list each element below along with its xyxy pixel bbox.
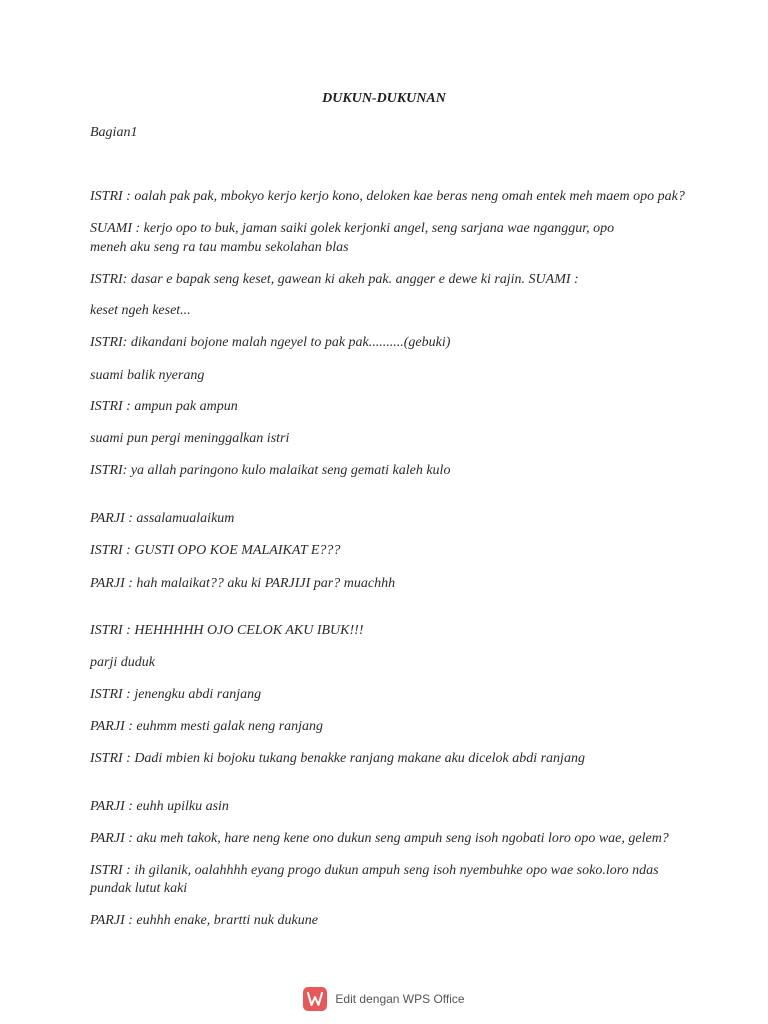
dialogue-line: keset ngeh keset...	[90, 303, 191, 318]
stage-direction: suami balik nyerang	[90, 368, 205, 383]
dialogue-line: PARJI : assalamualaikum	[90, 511, 235, 526]
dialogue-line: ISTRI : GUSTI OPO KOE MALAIKAT E???	[90, 543, 341, 558]
dialogue-line: ISTRI : Dadi mbien ki bojoku tukang benakke ranjang makane aku dicelok abdi ranjang	[90, 751, 585, 766]
dialogue-line: ISTRI: dasar e bapak seng keset, gawean ki akeh pak. angger e dewe ki rajin. SUAMI :	[90, 272, 579, 287]
dialogue-line: ISTRI : jenengku abdi ranjang	[90, 687, 262, 702]
dialogue-line: PARJI : euhhh enake, brartti nuk dukune	[90, 913, 318, 928]
stage-direction: parji duduk	[90, 655, 155, 670]
wps-edit-label[interactable]: Edit dengan WPS Office	[335, 992, 465, 1006]
stage-direction: suami pun pergi meninggalkan istri	[90, 431, 290, 446]
document-title: DUKUN-DUKUNAN	[322, 91, 446, 106]
dialogue-line: ISTRI: ya allah paringono kulo malaikat seng gemati kaleh kulo	[90, 463, 451, 478]
dialogue-line: PARJI : euhmm mesti galak neng ranjang	[90, 719, 324, 734]
dialogue-line: ISTRI : oalah pak pak, mbokyo kerjo kerjo kono, deloken kae beras neng omah entek meh maem opo pak?	[90, 189, 685, 204]
dialogue-line: ISTRI : HEHHHHH OJO CELOK AKU IBUK!!!	[90, 623, 364, 638]
dialogue-line: SUAMI : kerjo opo to buk, jaman saiki golek kerjonki angel, seng sarjana wae nganggur, opo	[90, 221, 615, 236]
wps-office-icon	[303, 987, 327, 1011]
dialogue-line-continuation: meneh aku seng ra tau mambu sekolahan blas	[90, 240, 349, 255]
dialogue-line: ISTRI : ampun pak ampun	[90, 399, 238, 414]
dialogue-line: PARJI : euhh upilku asin	[90, 799, 229, 814]
dialogue-line: ISTRI : ih gilanik, oalahhhh eyang progo dukun ampuh seng isoh nyembuhke opo wae soko.loro ndas	[90, 863, 659, 878]
dialogue-line-continuation: pundak lutut kaki	[90, 881, 188, 896]
dialogue-line: PARJI : aku meh takok, hare neng kene ono dukun seng ampuh seng isoh ngobati loro opo wae, gelem?	[90, 831, 669, 846]
dialogue-line: ISTRI: dikandani bojone malah ngeyel to pak pak..........(gebuki)	[90, 335, 451, 350]
dialogue-line: PARJI : hah malaikat?? aku ki PARJIJI par? muachhh	[90, 576, 396, 591]
wps-edit-footer[interactable]	[0, 985, 768, 1013]
section-heading: Bagian1	[90, 125, 138, 140]
